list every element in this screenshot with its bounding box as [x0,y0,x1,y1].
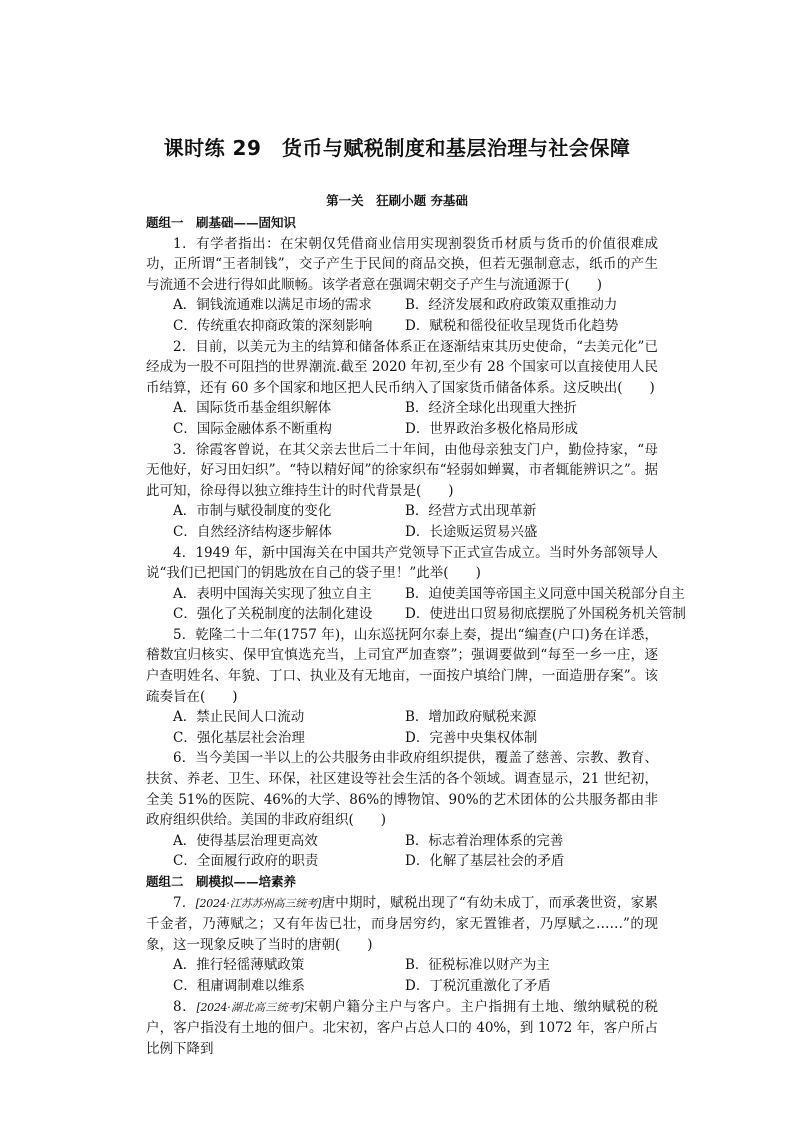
option-row [146,419,658,440]
question-stem: 5．乾隆二十二年(1757 年)，山东巡抚阿尔泰上奏，提出“编查(户口)务在详悉，稽数宜归核实、保甲宜慎选充当，上司宜严加查察”；强调要做到“每至一乡一庄，逐户查明姓名、年貌、丁口、执业及有无地亩，一面按户填给门牌，一面造册存案”。该疏奏旨在( ) [146,626,658,705]
answer-option: A．推行轻徭薄赋政策 [173,957,305,974]
group-label: 题组二 刷模拟——培素养 [146,874,297,889]
question-source: [2024·江苏苏州高三统考] [195,896,322,910]
option-row [146,976,658,997]
question-stem: 2．目前，以美元为主的结算和储备体系正在逐渐结束其历史使命，“去美元化”已经成为一股不可阻挡的世界潮流.截至 2020 年初,至少有 28 个国家可以直接使用人民币结算，还有 60 多个国家和地区把人民币纳入了国家货币储备体系。这反映出( ) [146,338,658,396]
answer-option: B．标志着治理体系的完善 [405,832,564,849]
option-row [146,501,658,522]
answer-option: C．强化了关税制度的法制化建设 [173,606,373,623]
option-row [146,522,658,543]
option-row [146,851,658,872]
option-row [146,728,658,749]
page-title: 课时练 29 货币与赋税制度和基层治理与社会保障 [163,136,631,160]
answer-option: B．迫使美国等帝国主义同意中国关税部分自主 [405,585,685,602]
answer-option: D．长途贩运贸易兴盛 [405,523,538,540]
question-number: 8． [173,998,197,1015]
answer-option: C．国际金融体系不断重构 [173,420,332,437]
answer-option: A．铜钱流通难以满足市场的需求 [173,297,372,314]
answer-option: D．完善中央集权体制 [405,729,538,746]
answer-option: C．租庸调制难以维系 [173,977,305,994]
answer-option: B．征税标准以财产为主 [405,957,550,974]
option-row [146,316,658,337]
answer-option: A．国际货币基金组织解体 [173,400,332,417]
answer-option: D．丁税沉重激化了矛盾 [405,977,551,994]
answer-option: B．经营方式出现革新 [405,503,537,520]
option-row [146,707,658,728]
answer-option: D．化解了基层社会的矛盾 [405,853,565,870]
group-label: 题组一 刷基础——固知识 [146,215,297,230]
answer-option: A．市制与赋役制度的变化 [173,503,332,520]
answer-option: A．表明中国海关实现了独立自主 [173,585,372,602]
answer-option: D．赋税和徭役征收呈现货币化趋势 [405,317,619,334]
option-row [146,604,686,625]
question-number: 7． [173,894,196,911]
answer-option: C．全面履行政府的职责 [173,853,319,870]
answer-option: D．世界政治多极化格局形成 [405,420,578,437]
answer-option: A．禁止民间人口流动 [173,709,305,726]
answer-option: D．使进出口贸易彻底摆脱了外国税务机关管制 [405,606,686,623]
question-source: [2024·湖北高三统考] [196,1000,304,1014]
question-stem: 3．徐霞客曾说，在其父亲去世后二十年间，由他母亲独支门户，勤俭持家，“母无他好，好习田妇织”。“特以精好闻”的徐家织布“轻弱如蝉翼，市者辄能辨识之”。据此可知，徐母得以独立维持生计的时代背景是( ) [146,441,658,499]
answer-option: C．传统重农抑商政策的深刻影响 [173,317,373,334]
question-stem [146,893,658,956]
option-row [146,398,658,419]
question-list [146,213,686,1059]
option-row [146,955,658,976]
question-stem: 1．有学者指出：在宋朝仅凭借商业信用实现割裂货币材质与货币的价值很难成功，正所谓“王者制钱”，交子产生于民间的商品交换，但若无强制意志，纸币的产生与流通不会进行得如此顺畅。该学者意在强调宋朝交子产生与流通源于( ) [146,235,658,293]
option-row [146,584,685,605]
option-row [146,831,658,852]
question-stem: 4．1949 年，新中国海关在中国共产党领导下正式宣告成立。当时外务部领导人说“我们已把国门的钥匙放在自己的袋子里！”此举( ) [146,544,658,582]
answer-option: A．使得基层治理更高效 [173,832,318,849]
question-stem [146,997,658,1060]
answer-option: C．自然经济结构逐步解体 [173,523,332,540]
answer-option: B．增加政府赋税来源 [405,709,537,726]
question-text: 唐中期时，赋税出现了“有幼未成丁，而承袭世资，家累千金者，乃薄赋之；又有年齿已壮，而身居穷约，家无置锥者，乃厚赋之……”的现象，这一现象反映了当时的唐朝( ) [146,894,658,953]
option-row [146,295,658,316]
section-title: 第一关 狂刷小题 夯基础 [326,193,468,208]
answer-option: C．强化基层社会治理 [173,729,305,746]
answer-option: B．经济发展和政府政策双重推动力 [405,297,618,314]
question-text: 宋朝户籍分主户与客户。主户指拥有土地、缴纳赋税的税户，客户指没有土地的佃户。北宋初，客户占总人口的 40%，到 1072 年，客户所占比例下降到 [146,998,659,1057]
answer-option: B．经济全球化出现重大挫折 [405,400,577,417]
question-stem: 6．当今美国一半以上的公共服务由非政府组织提供，覆盖了慈善、宗教、教育、扶贫、养老、卫生、环保，社区建设等社会生活的各个领域。调查显示，21 世纪初，全美 51%的医院、46%的大学、86%的博物馆、90%的艺术团体的公共服务都由非政府组织供给。美国的非政府组织( ) [146,750,658,829]
